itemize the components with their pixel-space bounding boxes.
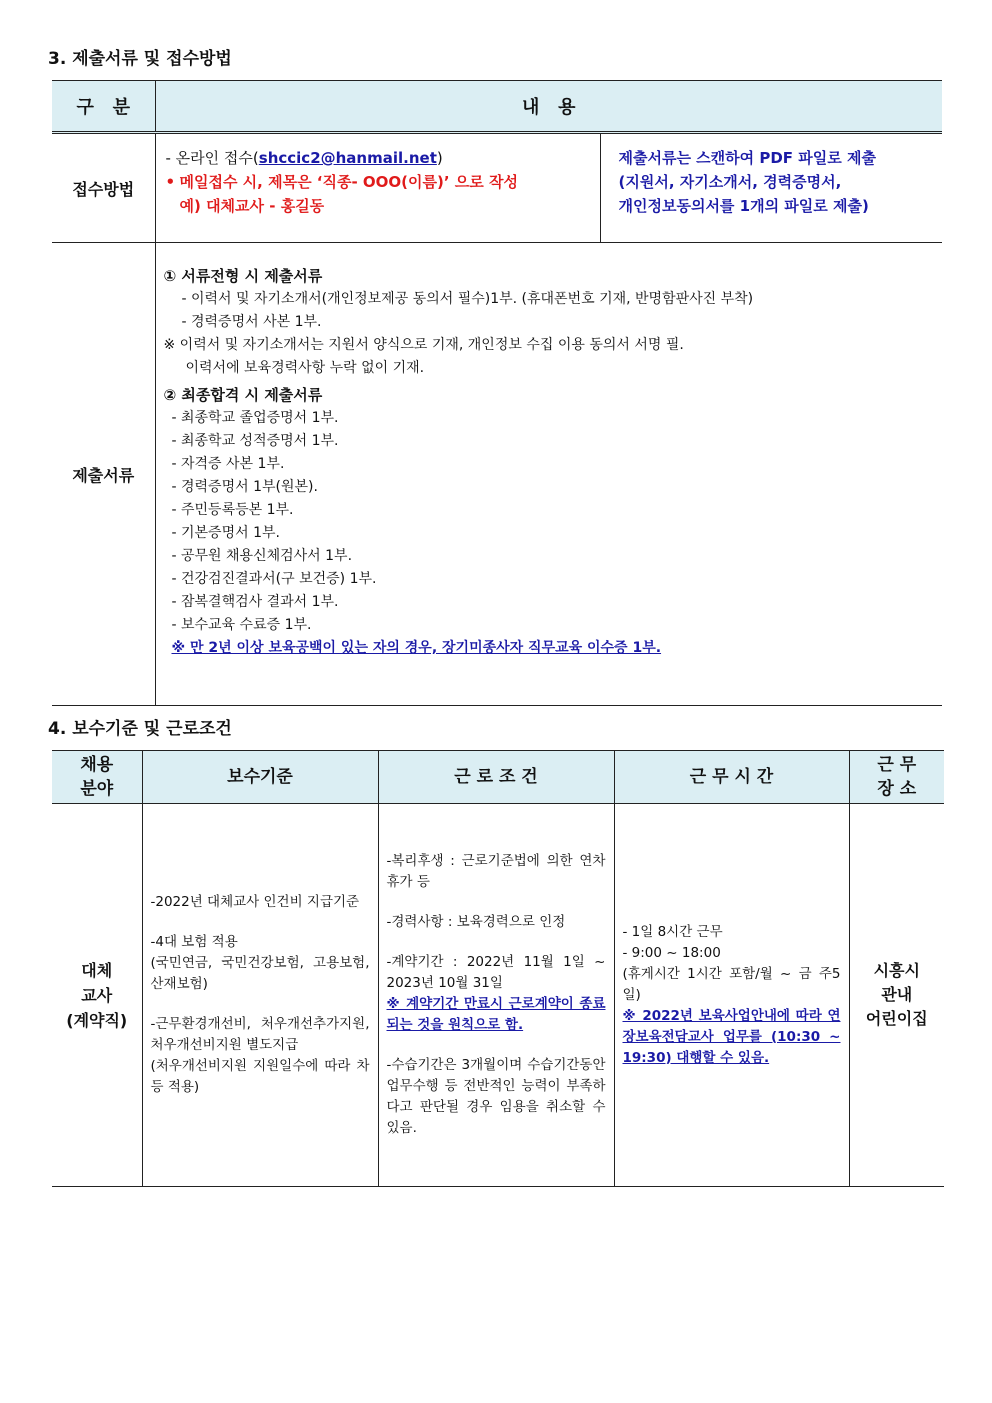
documents-content (155, 243, 942, 706)
field-cell (52, 804, 142, 1187)
stage2-heading: ② 최종합격 시 제출서류 (163, 386, 323, 404)
conditions-cell (378, 804, 614, 1187)
online-suffix: ) (436, 149, 443, 167)
conditions-table-header (52, 751, 944, 804)
hours-note: ※ 2022년 보육사업안내에 따라 연장보육전담교사 업무를 (10:30 ~ 19:30) 대행할 수 있음. (622, 1007, 841, 1066)
header-place (849, 751, 944, 804)
stage2-item: - 최종학교 성적증명서 1부. (171, 433, 339, 449)
documents-row (52, 243, 942, 706)
insurance: -4대 보험 적용 (150, 934, 238, 950)
hours-break: (휴게시간 1시간 포함/월 ~ 금 주5일) (622, 965, 841, 1003)
header-hours: 근 무 시 간 (614, 751, 849, 804)
pdf-note-line1: 제출서류는 스캔하여 PDF 파일로 제출 (618, 149, 876, 167)
stage1-item: - 이력서 및 자기소개서(개인정보제공 동의서 필수)1부. (휴대폰번호 기재, 반명함판사진 부착) (181, 291, 754, 307)
stage2-item: - 잠복결핵검사 결과서 1부. (171, 594, 339, 610)
conditions-table (52, 750, 944, 1187)
stage2-item: - 경력증명서 1부(원본). (171, 479, 318, 495)
contract-period: -계약기간 : 2022년 11월 1일 ~ 2023년 10월 31일 (386, 954, 606, 991)
header-place-l1: 근 무 (877, 755, 917, 775)
place-cell (849, 804, 944, 1187)
stage1-item: - 경력증명서 사본 1부. (181, 314, 322, 330)
hours-daily: - 1일 8시간 근무 (622, 923, 723, 940)
contract-note: ※ 계약기간 만료시 근로계약이 종료되는 것을 원칙으로 함. (386, 996, 606, 1033)
place-l3: 어린이집 (865, 1009, 928, 1028)
section3-title: 3. 제출서류 및 접수방법 (48, 49, 232, 69)
stage1-note-cont: 이력서에 보육경력사항 누락 없이 기재. (185, 360, 425, 376)
email-link[interactable]: shccic2@hanmail.net (258, 149, 437, 167)
stage1-note: ※ 이력서 및 자기소개서는 지원서 양식으로 기재, 개인정보 수집 이용 동의서 서명 필. (163, 337, 684, 353)
header-category: 구 분 (52, 81, 155, 133)
documents-label: 제출서류 (52, 243, 155, 706)
long-gap-note: ※ 만 2년 이상 보육공백이 있는 자의 경우, 장기미종사자 직무교육 이수증 1부. (171, 640, 662, 656)
place-l1: 시흥시 (873, 961, 920, 980)
welfare: -복리후생 : 근로기준법에 의한 연차 휴가 등 (386, 853, 606, 890)
stage2-item: - 건강검진결과서(구 보건증) 1부. (171, 571, 377, 587)
header-conditions: 근 로 조 건 (378, 751, 614, 804)
submission-table (52, 80, 942, 706)
subject-example: 예) 대체교사 - 홍길동 (179, 197, 325, 215)
hours-range: - 9:00 ~ 18:00 (622, 944, 721, 961)
career: -경력사항 : 보육경력으로 인정 (386, 914, 566, 930)
hours-cell (614, 804, 849, 1187)
allowances: -근무환경개선비, 처우개선추가지원, 처우개선비지원 별도지급 (150, 1016, 370, 1053)
method-label: 접수방법 (52, 133, 155, 243)
submission-table-header (52, 81, 942, 133)
pay-cell (142, 804, 378, 1187)
stage2-item: - 최종학교 졸업증명서 1부. (171, 410, 339, 426)
stage2-item: - 기본증명서 1부. (171, 525, 280, 541)
place-l2: 관내 (881, 985, 913, 1004)
online-prefix: - 온라인 접수( (165, 149, 259, 167)
probation: -수습기간은 3개월이며 수습기간동안 업무수행 등 전반적인 능력이 부족하다고 판단될 경우 임용을 취소할 수 있음. (386, 1057, 606, 1136)
stage2-item: - 공무원 채용신체검사서 1부. (171, 548, 353, 564)
field-l1: 대체 (81, 960, 113, 980)
stage2-item: - 보수교육 수료증 1부. (171, 617, 312, 633)
table-row (52, 804, 944, 1187)
header-field (52, 751, 142, 804)
pay-standard: -2022년 대체교사 인건비 지급기준 (150, 894, 360, 910)
pdf-note (600, 133, 942, 243)
header-content: 내 용 (155, 81, 942, 133)
email-subject-rule (166, 170, 592, 194)
header-place-l2: 장 소 (877, 779, 917, 799)
header-pay: 보수기준 (142, 751, 378, 804)
allowances-detail: (처우개선비지원 지원일수에 따라 차등 적용) (150, 1058, 370, 1095)
bullet-icon: • (165, 173, 176, 191)
field-l3: (계약직) (66, 1010, 128, 1030)
insurance-detail: (국민연금, 국민건강보험, 고용보험, 산재보험) (150, 955, 370, 992)
stage1-heading: ① 서류전형 시 제출서류 (163, 267, 323, 285)
pdf-note-line3: 개인정보동의서를 1개의 파일로 제출) (618, 197, 869, 215)
stage2-item: - 자격증 사본 1부. (171, 456, 285, 472)
subject-rule-text: 메일접수 시, 제목은 ‘직종- OOO(이름)’ 으로 작성 (179, 173, 518, 191)
section4-title: 4. 보수기준 및 근로조건 (48, 719, 232, 739)
online-line (166, 146, 592, 170)
stage2-item: - 주민등록등본 1부. (171, 502, 294, 518)
field-l2: 교사 (81, 985, 113, 1005)
method-content (155, 133, 600, 243)
method-row (52, 133, 942, 243)
header-field-l1: 채용 (80, 755, 114, 775)
header-field-l2: 분야 (80, 779, 114, 799)
pdf-note-line2: (지원서, 자기소개서, 경력증명서, (618, 173, 842, 191)
